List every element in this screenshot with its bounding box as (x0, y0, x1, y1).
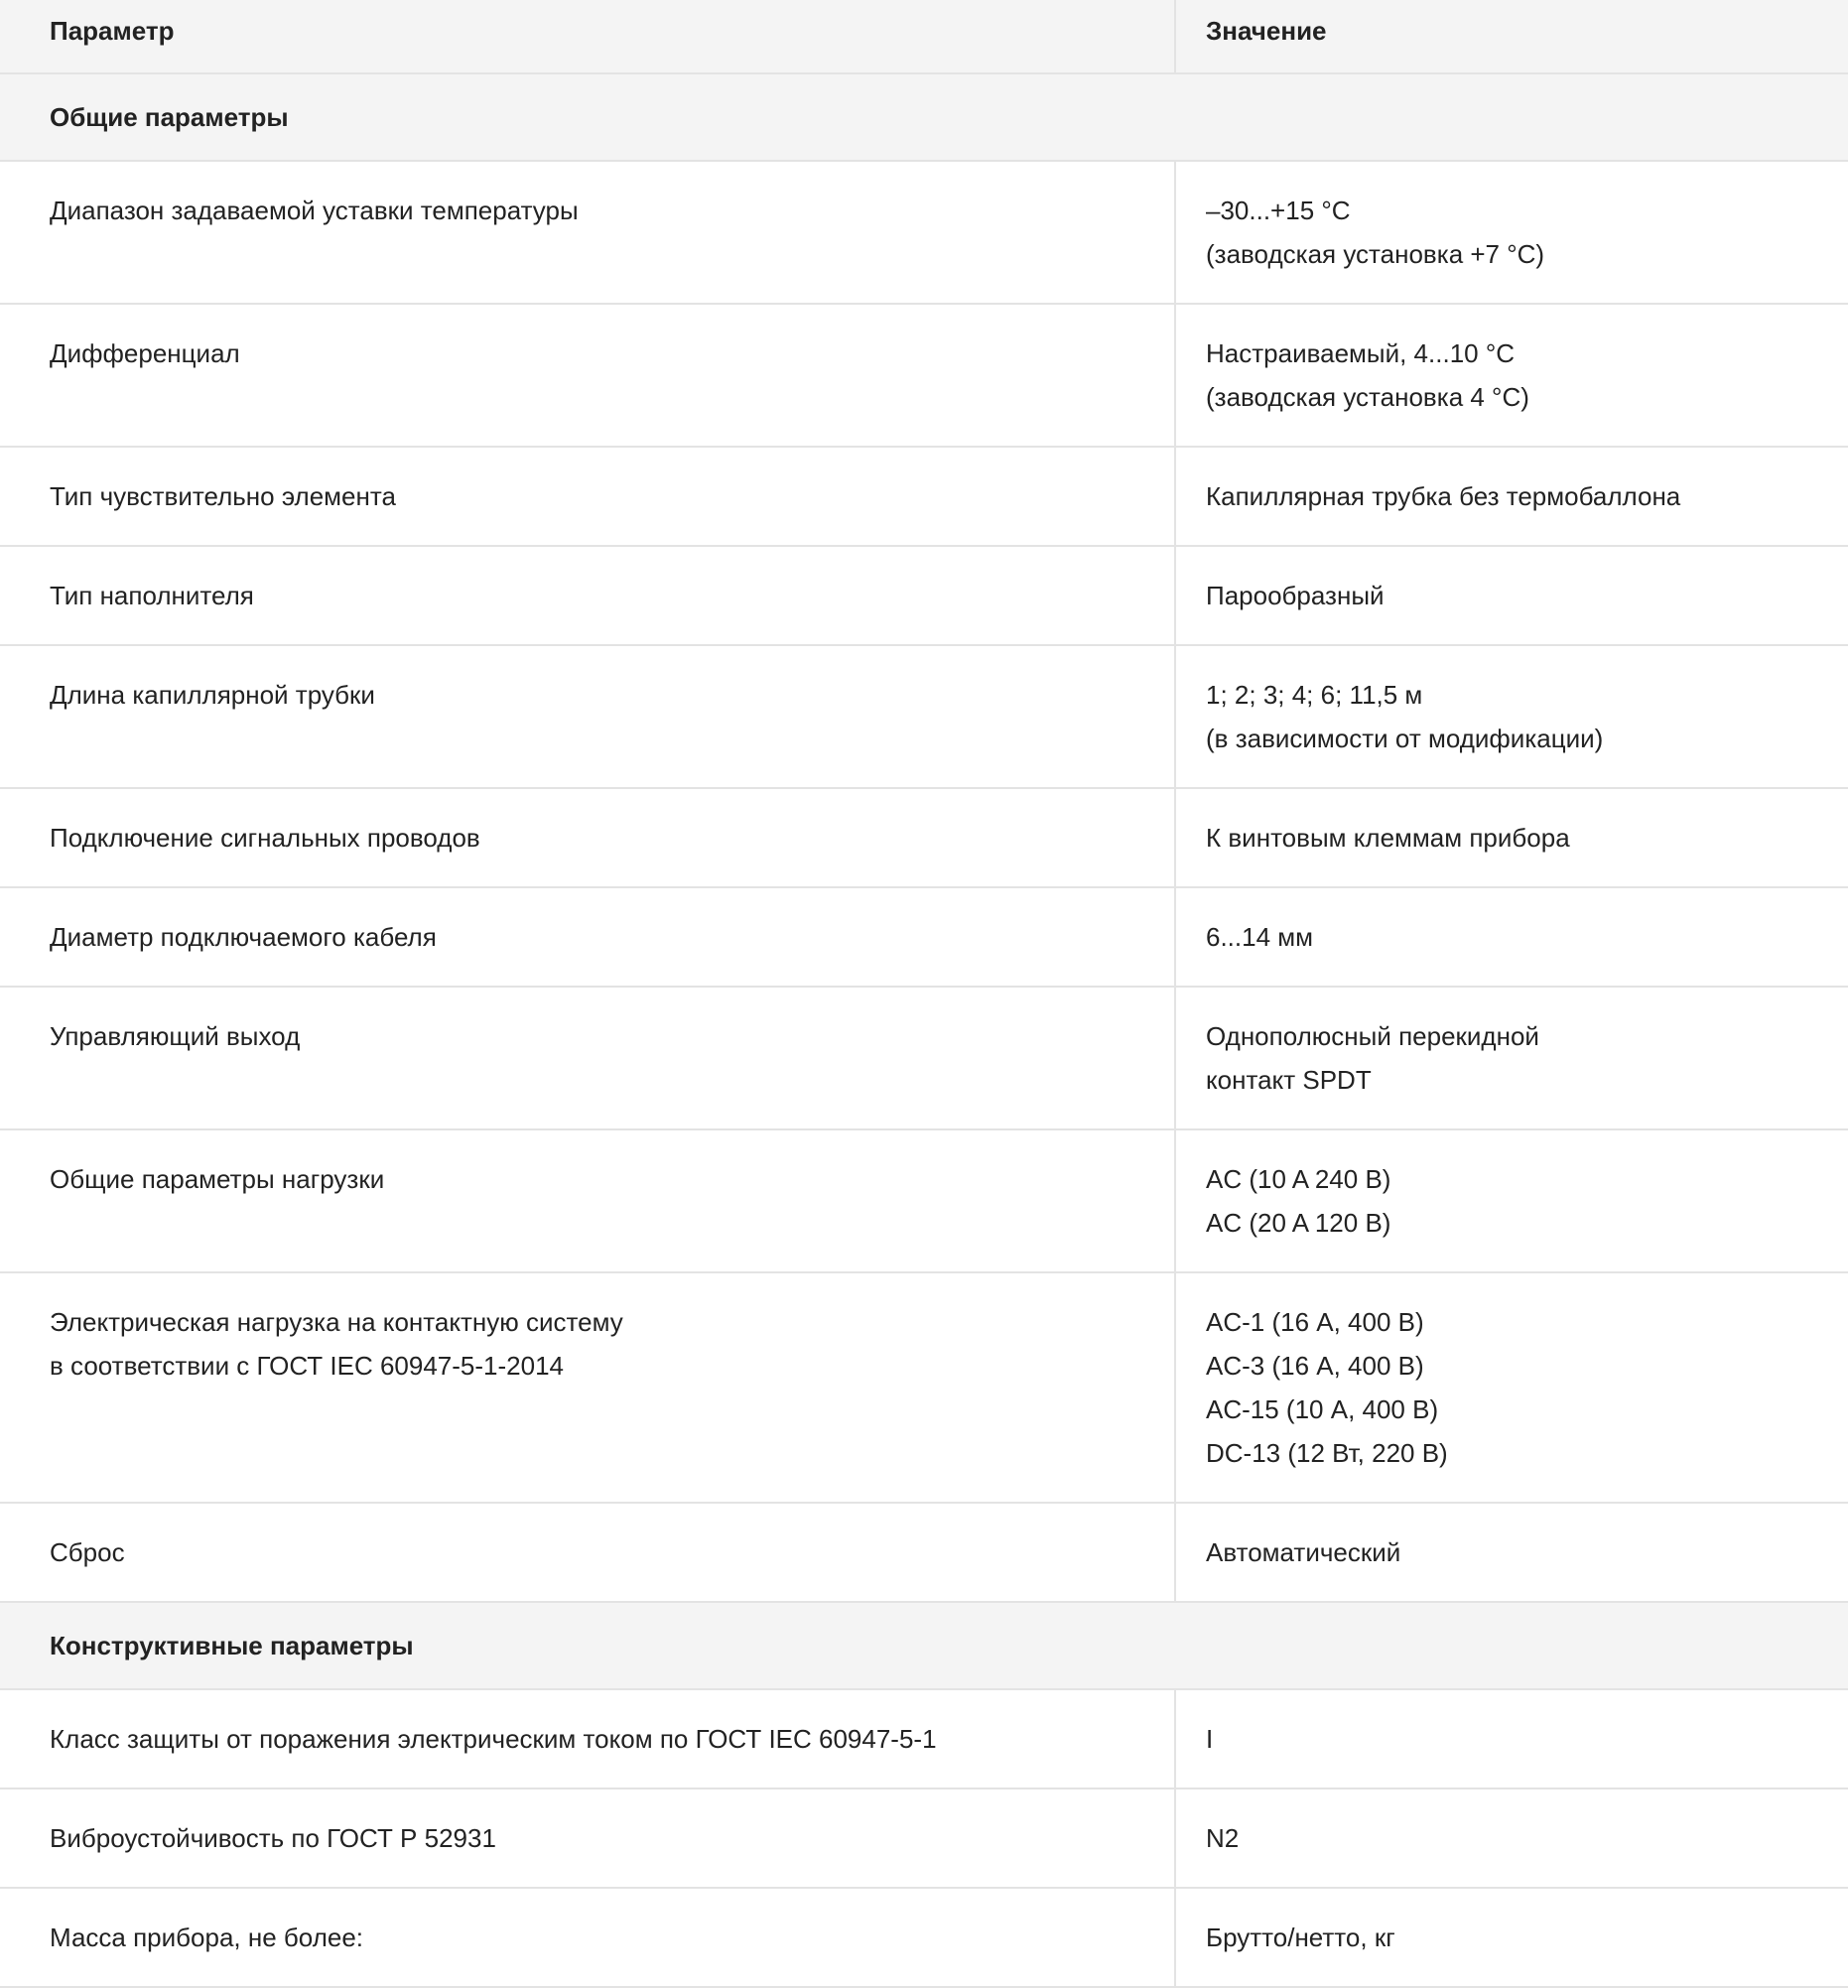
table-row (0, 1129, 1848, 1272)
value-text: DC-13 (12 Вт, 220 В) (1206, 1438, 1448, 1468)
param-text: Сброс (50, 1537, 125, 1567)
param-text: Электрическая нагрузка на контактную систему (50, 1307, 623, 1337)
param-cell (0, 1503, 1175, 1602)
value-text: (заводская установка 4 °C) (1206, 382, 1529, 412)
column-header-param: Параметр (0, 0, 1175, 73)
table-row (0, 161, 1848, 304)
param-cell (0, 1789, 1175, 1888)
table-row (0, 546, 1848, 645)
value-cell (1175, 887, 1848, 987)
value-cell (1175, 1888, 1848, 1987)
value-cell (1175, 546, 1848, 645)
param-text: Дифференциал (50, 338, 240, 368)
table-row (0, 1689, 1848, 1789)
param-text: Управляющий выход (50, 1021, 301, 1051)
value-text: Брутто/нетто, кг (1206, 1922, 1395, 1952)
param-cell (0, 546, 1175, 645)
value-text: N2 (1206, 1823, 1240, 1853)
value-cell (1175, 788, 1848, 887)
value-cell (1175, 1689, 1848, 1789)
param-cell (0, 987, 1175, 1129)
value-text: Парообразный (1206, 581, 1385, 610)
value-text: AC (10 A 240 B) (1206, 1164, 1391, 1194)
table-row (0, 1789, 1848, 1888)
value-text: AC-1 (16 А, 400 В) (1206, 1307, 1424, 1337)
param-text: Длина капиллярной трубки (50, 680, 375, 710)
param-cell (0, 161, 1175, 304)
table-row (0, 887, 1848, 987)
value-text: AC-3 (16 А, 400 В) (1206, 1351, 1424, 1381)
param-text: Класс защиты от поражения электрическим током по ГОСТ IEC 60947-5-1 (50, 1724, 937, 1754)
value-cell (1175, 1129, 1848, 1272)
param-text: Подключение сигнальных проводов (50, 823, 480, 853)
param-cell (0, 304, 1175, 447)
value-text: К винтовым клеммам прибора (1206, 823, 1570, 853)
table-row (0, 645, 1848, 788)
value-text: AC-15 (10 А, 400 В) (1206, 1394, 1439, 1424)
param-text: Масса прибора, не более: (50, 1922, 364, 1952)
param-cell (0, 447, 1175, 546)
value-text: Капиллярная трубка без термобаллона (1206, 481, 1681, 511)
value-cell (1175, 987, 1848, 1129)
table-row (0, 987, 1848, 1129)
value-text: AC (20 A 120 B) (1206, 1208, 1391, 1238)
section-title: Конструктивные параметры (0, 1602, 1848, 1689)
value-cell (1175, 447, 1848, 546)
param-text: Тип наполнителя (50, 581, 254, 610)
param-cell (0, 1888, 1175, 1987)
param-cell (0, 1689, 1175, 1789)
value-text: контакт SPDT (1206, 1065, 1372, 1095)
value-cell (1175, 645, 1848, 788)
param-text: Диапазон задаваемой уставки температуры (50, 196, 579, 225)
column-header-value: Значение (1175, 0, 1848, 73)
param-cell (0, 1272, 1175, 1503)
value-text: Настраиваемый, 4...10 °C (1206, 338, 1516, 368)
table-header-row (0, 0, 1848, 73)
value-text: (заводская установка +7 °C) (1206, 239, 1545, 269)
value-text: –30...+15 °C (1206, 196, 1351, 225)
table-row (0, 447, 1848, 546)
value-cell (1175, 304, 1848, 447)
table-row (0, 788, 1848, 887)
table-row (0, 1503, 1848, 1602)
value-cell (1175, 1503, 1848, 1602)
param-cell (0, 788, 1175, 887)
table-row (0, 1272, 1848, 1503)
value-cell (1175, 1789, 1848, 1888)
table-row (0, 304, 1848, 447)
param-text: в соответствии с ГОСТ IEC 60947-5-1-2014 (50, 1351, 564, 1381)
param-text: Общие параметры нагрузки (50, 1164, 385, 1194)
value-text: 6...14 мм (1206, 922, 1314, 952)
section-header-row (0, 73, 1848, 161)
spec-table-body (0, 73, 1848, 1987)
param-cell (0, 645, 1175, 788)
value-text: Однополюсный перекидной (1206, 1021, 1539, 1051)
value-cell (1175, 1272, 1848, 1503)
param-cell (0, 1129, 1175, 1272)
value-text: I (1206, 1724, 1214, 1754)
section-header-row (0, 1602, 1848, 1689)
value-cell (1175, 161, 1848, 304)
table-row (0, 1888, 1848, 1987)
value-text: Автоматический (1206, 1537, 1401, 1567)
param-text: Виброустойчивость по ГОСТ Р 52931 (50, 1823, 496, 1853)
param-text: Тип чувствительно элемента (50, 481, 396, 511)
param-cell (0, 887, 1175, 987)
section-title: Общие параметры (0, 73, 1848, 161)
value-text: (в зависимости от модификации) (1206, 724, 1604, 753)
param-text: Диаметр подключаемого кабеля (50, 922, 437, 952)
value-text: 1; 2; 3; 4; 6; 11,5 м (1206, 680, 1423, 710)
